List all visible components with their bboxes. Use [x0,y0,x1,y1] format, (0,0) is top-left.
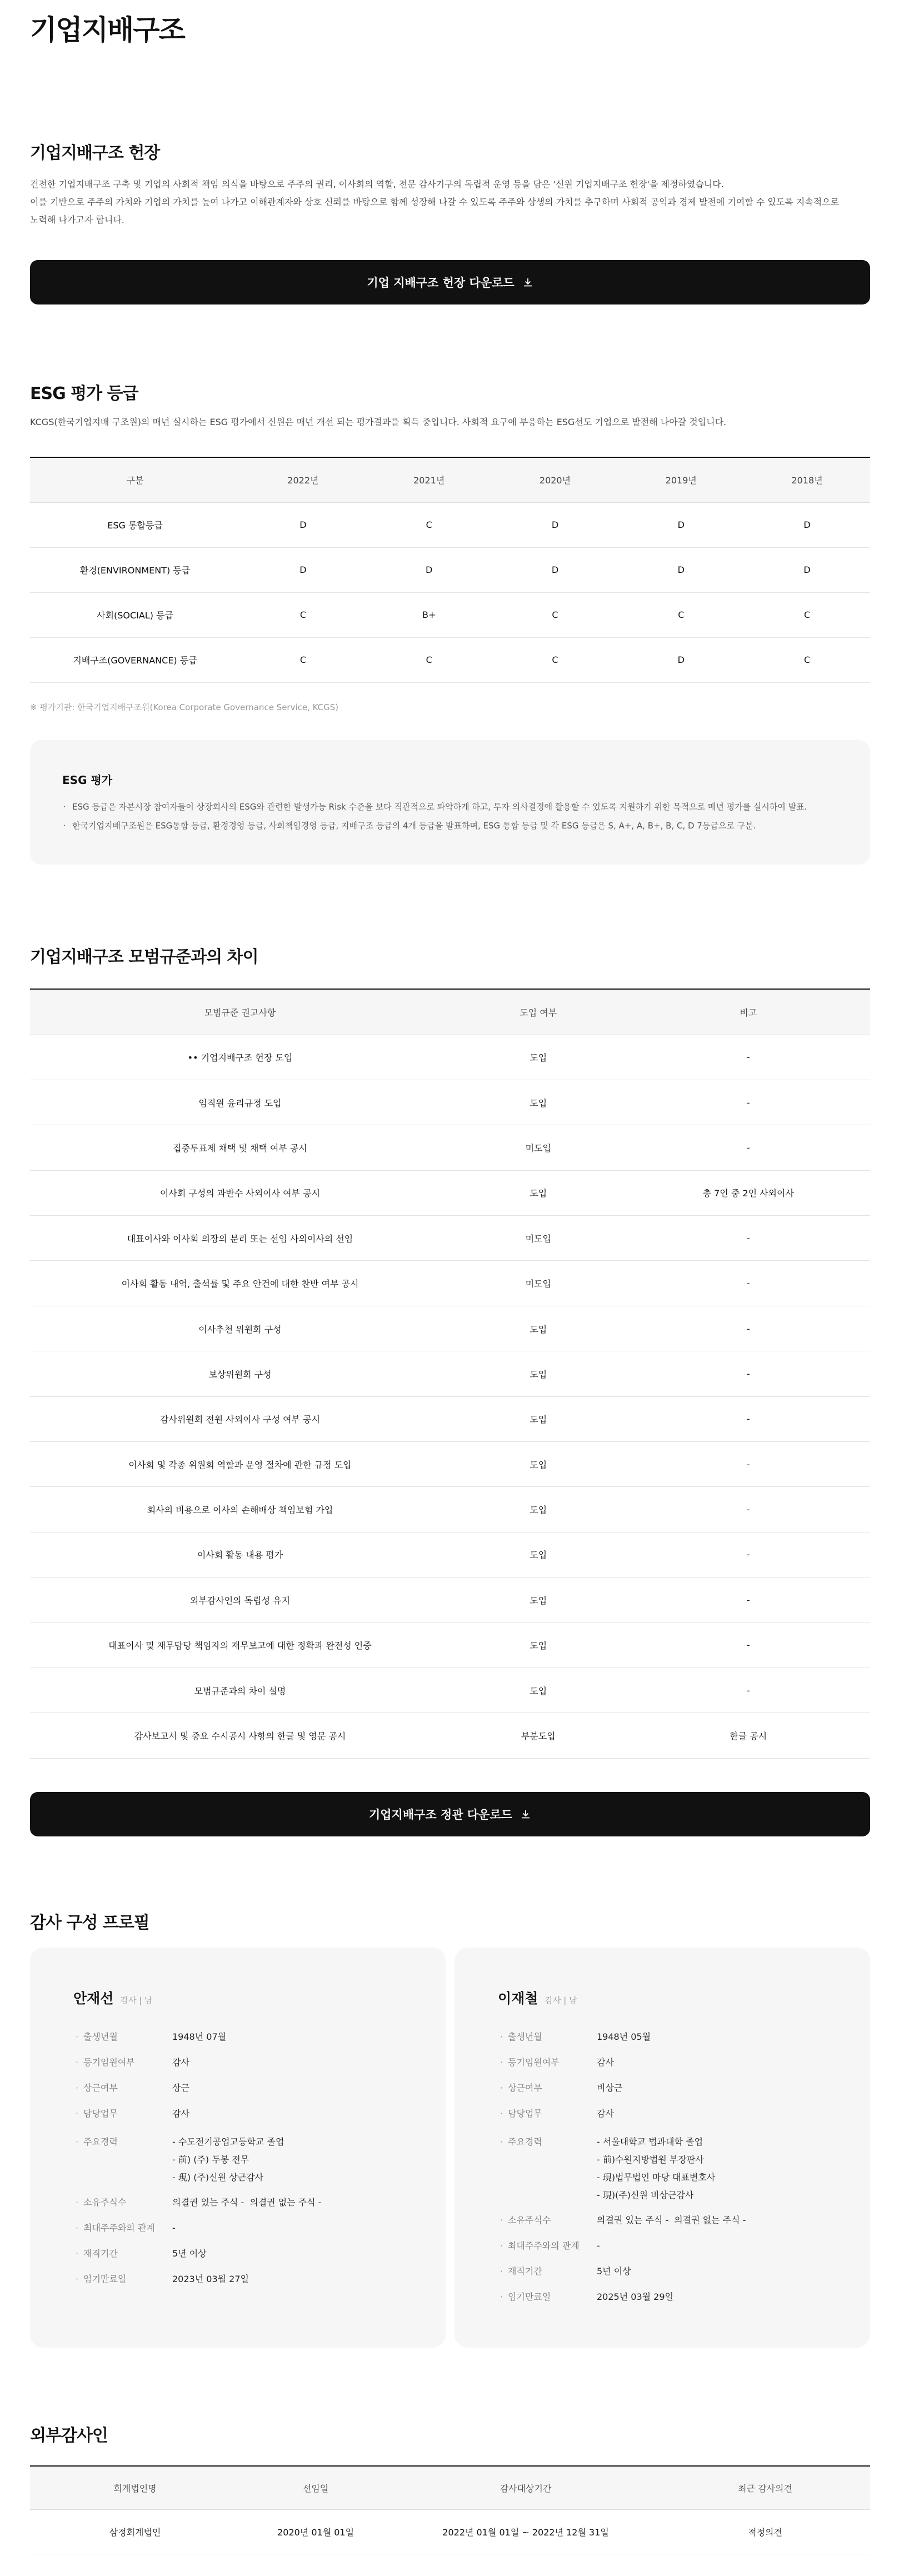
field-label: · 담당업무 [498,2108,597,2120]
table-cell: 도입 [450,1623,627,1668]
table-cell: - [627,1306,870,1351]
auditor-field [73,2031,402,2043]
table-header-cell: 구분 [30,457,240,502]
table-cell: 도입 [450,1396,627,1441]
table-cell: 이사회 구성의 과반수 사외이사 여부 공시 [30,1170,450,1215]
table-cell: 미도입 [450,1216,627,1261]
field-value: 5년 이상 [172,2248,207,2259]
field-label: · 상근여부 [498,2082,597,2094]
field-label: · 등기임원여부 [73,2056,172,2069]
table-cell: 한글 공시 [627,1713,870,1758]
table-row [30,1713,870,1758]
table-row [30,502,870,547]
table-cell: 도입 [450,1577,627,1623]
table-cell: 이사회 및 각종 위원회 역할과 운영 절차에 관한 규정 도입 [30,1442,450,1487]
auditor-field [498,2108,827,2120]
career-line: - 現)법무법인 마당 대표변호사 [597,2172,716,2183]
table-cell: 대표이사 및 재무담당 책임자의 재무보고에 대한 정확과 완전성 인증 [30,1623,450,1668]
page-title: 기업지배구조 [30,14,184,46]
table-row [30,1623,870,1668]
table-row [30,547,870,592]
charter-download-button[interactable] [30,260,870,304]
table-header-cell: 2022년 [240,457,366,502]
auditor-field [73,2222,402,2234]
table-cell: D [744,547,870,592]
career-line: - 前) (주) 두봉 전무 [172,2154,249,2165]
table-cell: D [366,547,492,592]
auditor-field [498,2265,827,2278]
esg-description: KCGS(한국기업지배 구조원)의 매년 실시하는 ESG 평가에서 신원은 매년 개선 되는 평가결과를 획득 중입니다. 사회적 요구에 부응하는 ESG선도 기업으로 발전해 나아갈 것입니다. [30,417,727,427]
table-row [30,1216,870,1261]
field-value: 5년 이상 [597,2266,631,2277]
auditor-field [498,2056,827,2069]
table-cell: - [627,1035,870,1080]
model-standards-table [30,989,870,1759]
auditor-field [73,2108,402,2120]
auditor-field [498,2082,827,2094]
table-cell: 감사보고서 및 중요 수시공시 사항의 한글 및 영문 공시 [30,1713,450,1758]
table-cell: - [627,1080,870,1125]
field-value [172,2196,327,2209]
charter-line: 노력해 나가고자 합니다. [30,214,124,225]
table-cell: C [492,592,618,637]
table-cell: D [618,547,744,592]
table-cell: 도입 [450,1035,627,1080]
field-value: 1948년 07월 [172,2031,227,2042]
table-cell: B+ [366,592,492,637]
table-cell: 보상위원회 구성 [30,1351,450,1396]
field-value [597,2214,751,2226]
table-cell: 적정의견 [660,2509,870,2554]
table-cell: - [627,1487,870,1532]
auditor-field [498,2214,827,2226]
table-cell: D [618,502,744,547]
charter-line: 건전한 기업지배구조 구축 및 기업의 사회적 책임 의식을 바탕으로 주주의 권리, 이사회의 역할, 전문 감사기구의 독립적 운영 등을 담은 '신원 기업지배구조 헌장'을 제정하였습니다. [30,179,724,189]
field-label: · 임기만료일 [498,2291,597,2303]
table-cell: - [627,1442,870,1487]
table-row [30,1035,870,1080]
field-label: · 소유주식수 [73,2196,172,2209]
career-line: - 서울대학교 법과대학 졸업 [597,2136,703,2147]
table-cell: - [627,1261,870,1306]
auditor-field [73,2056,402,2069]
field-value: - [172,2223,176,2233]
table-header-cell: 선임일 [240,2466,391,2509]
table-header-cell: 회계법인명 [30,2466,240,2509]
auditor-name-text: 안재선 [73,1990,114,2006]
table-cell: - [627,1216,870,1261]
table-cell: 도입 [450,1532,627,1577]
field-label: · 최대주주와의 관계 [73,2222,172,2234]
table-row [30,1306,870,1351]
charter-description [30,176,863,229]
table-cell: 외부감사인의 독립성 유지 [30,1577,450,1623]
field-value: 감사 [172,2057,189,2068]
field-label: · 최대주주와의 관계 [498,2240,597,2252]
table-cell: C [240,592,366,637]
table-cell: 도입 [450,1170,627,1215]
career-line: - 前)수원지방법원 부장판사 [597,2154,704,2165]
esg-title: ESG 평가 등급 [30,384,138,403]
table-cell: 미도입 [450,1125,627,1170]
table-cell: 회사의 비용으로 이사의 손해배상 책임보험 가입 [30,1487,450,1532]
table-header-cell: 도입 여부 [450,989,627,1035]
table-row [30,2509,870,2554]
field-value: 1948년 05월 [597,2031,651,2042]
esg-box-title: ESG 평가 [62,773,113,787]
auditor-card [30,1948,446,2348]
auditor-field [498,2133,827,2204]
table-cell: 대표이사와 이사회 의장의 분리 또는 선임 사외이사의 선임 [30,1216,450,1261]
auditor-name [498,1988,827,2008]
table-row [30,592,870,637]
stock-voting: 의결권 있는 주식 - [597,2215,669,2225]
table-cell: 지배구조(GOVERNANCE) 등급 [30,637,240,682]
table-cell: 감사위원회 전원 사외이사 구성 여부 공시 [30,1396,450,1441]
field-label: · 재직기간 [73,2248,172,2260]
field-label: · 임기만료일 [73,2273,172,2285]
field-label: · 상근여부 [73,2082,172,2094]
table-header-cell: 2019년 [618,457,744,502]
table-cell: 총 7인 중 2인 사외이사 [627,1170,870,1215]
field-value: 2025년 03월 29일 [597,2292,673,2302]
table-header-row [30,457,870,502]
field-value: 감사 [597,2057,614,2068]
field-value [172,2133,284,2186]
field-value: 감사 [597,2108,614,2119]
career-line: - 現)(주)신원 비상근감사 [597,2190,694,2200]
table-cell: - [627,1577,870,1623]
stock-nonvoting: 의결권 없는 주식 - [249,2197,322,2208]
table-header-row [30,2466,870,2509]
table-cell: 모범규준과의 차이 설명 [30,1668,450,1713]
auditor-field [498,2240,827,2252]
table-cell: D [240,547,366,592]
stock-voting: 의결권 있는 주식 - [172,2197,244,2208]
auditor-role: 감사 | 남 [120,1995,153,2005]
table-header-row [30,989,870,1035]
table-cell: 미도입 [450,1261,627,1306]
auditor-field [73,2082,402,2094]
table-cell: 도입 [450,1668,627,1713]
table-row [30,1396,870,1441]
table-cell: 2020년 01월 01일 [240,2509,391,2554]
table-header-cell: 2021년 [366,457,492,502]
table-cell: C [744,592,870,637]
table-cell: 도입 [450,1442,627,1487]
download-icon [520,1809,531,1820]
table-cell: - [627,1623,870,1668]
charter-title: 기업지배구조 헌장 [30,143,160,163]
auditor-title: 감사 구성 프로필 [30,1913,149,1933]
stock-nonvoting: 의결권 없는 주식 - [674,2215,746,2225]
table-cell: 도입 [450,1306,627,1351]
table-header-cell: 비고 [627,989,870,1035]
table-header-cell: 2020년 [492,457,618,502]
table-cell: 도입 [450,1351,627,1396]
table-cell: 환경(ENVIRONMENT) 등급 [30,547,240,592]
table-cell: C [366,502,492,547]
table-cell: 2022년 01월 01일 ~ 2022년 12월 31일 [391,2509,660,2554]
table-cell: •• 기업지배구조 헌장 도입 [30,1035,450,1080]
table-cell: C [366,637,492,682]
table-cell: - [627,1668,870,1713]
field-label: · 출생년월 [498,2031,597,2043]
table-cell: D [240,502,366,547]
table-row [30,1080,870,1125]
auditor-field [73,2133,402,2186]
auditor-role: 감사 | 남 [545,1995,577,2005]
table-row [30,1170,870,1215]
auditor-field [73,2248,402,2260]
table-cell: D [618,637,744,682]
field-label: · 출생년월 [73,2031,172,2043]
table-cell: - [627,1351,870,1396]
table-cell: 이사추천 위원회 구성 [30,1306,450,1351]
table-row [30,1261,870,1306]
table-cell: 도입 [450,1487,627,1532]
esg-grade-table [30,457,870,683]
table-row [30,1442,870,1487]
table-cell: 부분도입 [450,1713,627,1758]
esg-box-item: · 한국기업지배구조원은 ESG통합 등급, 환경경영 등급, 사회책임경영 등급, 지배구조 등급의 4개 등급을 발표하며, ESG 통합 등급 및 각 ESG 등급은 S, A+, A, B+, B, C, D 7등급으로 구분. [62,816,838,835]
table-cell: 삼정회계법인 [30,2509,240,2554]
table-cell: - [627,1125,870,1170]
table-cell: D [492,502,618,547]
auditor-field [73,2273,402,2285]
auditor-card [455,1948,870,2348]
auditor-field [73,2196,402,2209]
career-line: - 수도전기공업고등학교 졸업 [172,2136,284,2147]
charter-download-label: 기업 지배구조 헌장 다운로드 [367,276,515,289]
table-row [30,1351,870,1396]
table-cell: 이사회 활동 내역, 출석률 및 주요 안건에 대한 찬반 여부 공시 [30,1261,450,1306]
esg-note: ※ 평가기관: 한국기업지배구조원(Korea Corporate Governance Service, KCGS) [30,702,339,712]
table-row [30,1532,870,1577]
external-title: 외부감사인 [30,2426,108,2445]
field-value: - [597,2240,600,2251]
table-row [30,1125,870,1170]
field-label: · 담당업무 [73,2108,172,2120]
table-cell: 사회(SOCIAL) 등급 [30,592,240,637]
charter-line: 이를 기반으로 주주의 가치와 기업의 가치를 높여 나가고 이해관계자와 상호 신뢰를 바탕으로 함께 성장해 나갈 수 있도록 주주와 상생의 가치를 추구하며 사회적 공익과 경제 발전에 기여할 수 있도록 지속적으로 [30,197,840,207]
articles-download-button[interactable] [30,1792,870,1836]
table-row [30,1577,870,1623]
field-value: 감사 [172,2108,189,2119]
table-cell: C [618,592,744,637]
model-title: 기업지배구조 모범규준과의 차이 [30,947,258,967]
table-header-cell: 2018년 [744,457,870,502]
table-cell: C [492,637,618,682]
auditor-field [498,2031,827,2043]
auditor-field [498,2291,827,2303]
table-cell: 도입 [450,1080,627,1125]
external-auditor-table [30,2465,870,2554]
table-cell: 집중투표제 채택 및 채택 여부 공시 [30,1125,450,1170]
table-header-cell: 감사대상기간 [391,2466,660,2509]
table-cell: - [627,1532,870,1577]
field-value: 2023년 03월 27일 [172,2274,249,2284]
field-value: 비상근 [597,2083,623,2093]
esg-box-item: · ESG 등급은 자본시장 참여자들이 상장회사의 ESG와 관련한 발생가능 Risk 수준을 보다 직관적으로 파악하게 하고, 투자 의사결정에 활용할 수 있도록 지원하기 위한 목적으로 매년 평가를 실시하여 발표. [62,797,838,816]
table-header-cell: 최근 감사의견 [660,2466,870,2509]
field-label: · 재직기간 [498,2265,597,2278]
articles-download-label: 기업지배구조 정관 다운로드 [368,1808,513,1821]
field-label: · 등기임원여부 [498,2056,597,2069]
field-value: 상근 [172,2083,189,2093]
table-cell: D [744,502,870,547]
table-header-cell: 모범규준 권고사항 [30,989,450,1035]
table-row [30,637,870,682]
career-line: - 現) (주)신원 상근감사 [172,2172,263,2183]
download-icon [522,277,533,288]
table-cell: C [240,637,366,682]
field-label: · 주요경력 [498,2133,597,2204]
table-cell: C [744,637,870,682]
auditor-name [73,1988,402,2008]
table-row [30,1487,870,1532]
auditor-name-text: 이재철 [498,1990,538,2006]
table-row [30,1668,870,1713]
field-label: · 주요경력 [73,2133,172,2186]
field-label: · 소유주식수 [498,2214,597,2226]
table-cell: 임직원 윤리규정 도입 [30,1080,450,1125]
field-value [597,2133,715,2204]
table-cell: - [627,1396,870,1441]
table-cell: ESG 통합등급 [30,502,240,547]
table-cell: D [492,547,618,592]
table-cell: 이사회 활동 내용 평가 [30,1532,450,1577]
esg-info-box [30,740,870,865]
